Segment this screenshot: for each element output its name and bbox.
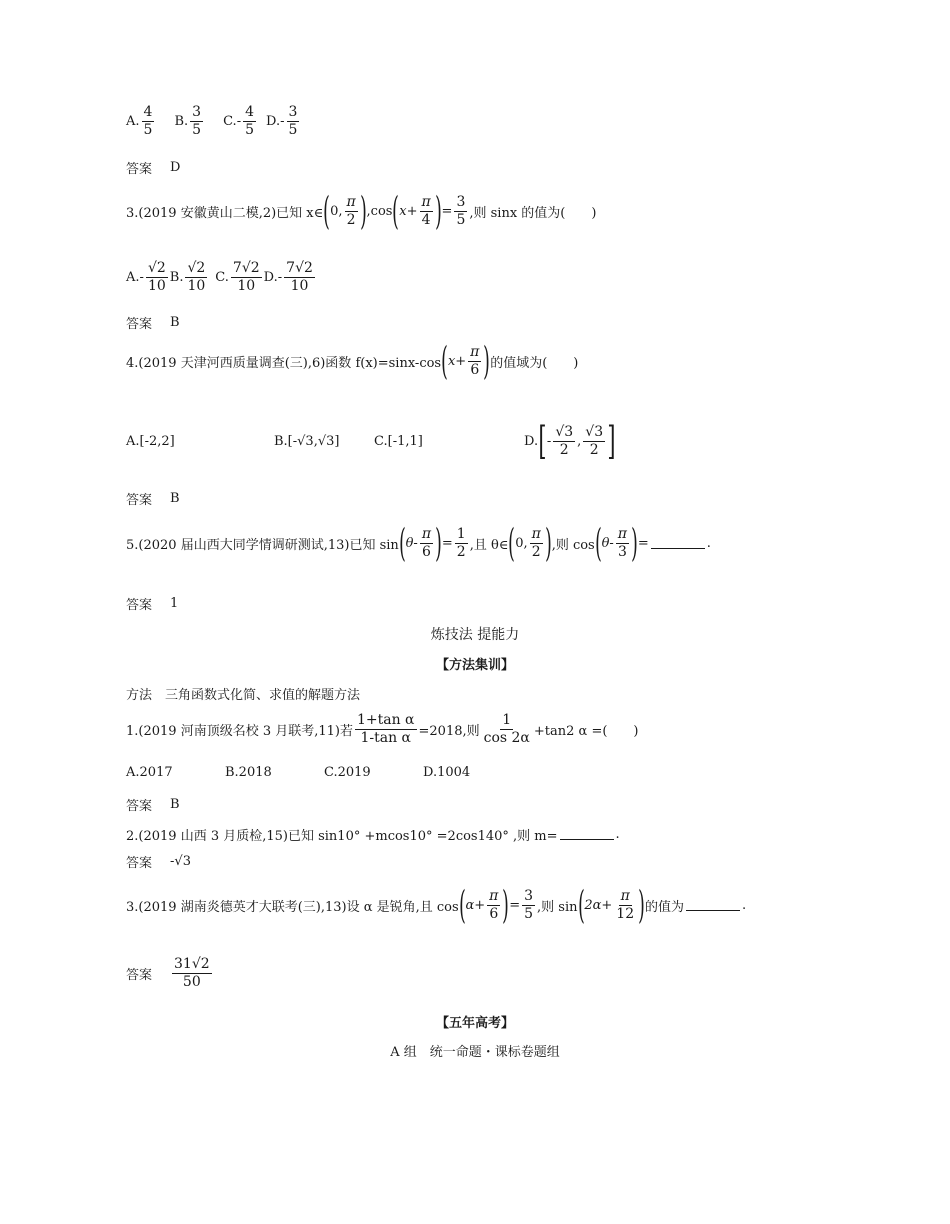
- q4-answer: 答案 B: [126, 491, 180, 508]
- q5-stem: 5.(2020 届山西大同学情调研测试,13)已知 sin ( θ- $\frac{\pi}{6}$ ) = $\frac{1}{2}$ ,且 θ∈ ( 0, $\frac{\pi}{2}$ ) ,则 cos ( θ- $\frac{\pi}{3}$ ) = .: [126, 521, 711, 565]
- group-heading: A 组 统一命题・课标卷题组: [390, 1045, 560, 1060]
- q4-option-b: B.[-√3,√3]: [274, 433, 340, 449]
- q2-option-b: B. $\frac{3}{5}$: [174, 104, 202, 138]
- m3-answer: 答案 $\frac{31√2}{50}$: [126, 956, 210, 990]
- q4-options: [126, 419, 616, 463]
- m1-stem: 1.(2019 河南顶级名校 3 月联考,11)若 $\frac{\text{1+tan α}}{\text{1-tan α}}$ =2018,则 $\frac{1}{\cos 2\alpha}$ +tan2 α =( ): [126, 712, 639, 746]
- method-heading: 方法 三角函数式化简、求值的解题方法: [126, 688, 361, 703]
- m2-stem: 2.(2019 山西 3 月质检,15)已知 sin10° +mcos10° =2cos140° ,则 m= .: [126, 827, 620, 844]
- q4-option-d: D. [ - $\frac{√3}{2}$ , $\frac{√3}{2}$ ]: [524, 419, 616, 463]
- q2-answer: 答案 D: [126, 160, 181, 177]
- q4-stem: 4.(2019 天津河西质量调查(三),6)函数 f(x)=sinx-cos ( x+ $\frac{\pi}{6}$ ) 的值域为( ): [126, 339, 579, 383]
- q5-answer: 答案 1: [126, 596, 179, 613]
- q2-option-c: C.- $\frac{4}{5}$: [223, 104, 255, 138]
- q3-options: A. - $\frac{√2}{10}$ B. $\frac{√2}{10}$ C. $\frac{7√2}{10}$ D. - $\frac{7√2}{10}$: [126, 260, 313, 294]
- m1-answer: 答案 B: [126, 797, 180, 814]
- m3-answer-blank: [686, 900, 740, 911]
- q4-option-a: A.[-2,2]: [126, 433, 175, 449]
- q5-answer-blank: [651, 538, 705, 549]
- q3-answer: 答案 B: [126, 315, 180, 332]
- section-title: 炼技法 提能力: [430, 627, 520, 643]
- q2-option-d: D.- $\frac{3}{5}$: [266, 104, 298, 138]
- q2-option-a: A. $\frac{4}{5}$: [126, 104, 153, 138]
- m2-answer: 答案 -√3: [126, 854, 191, 871]
- q4-option-c: C.[-1,1]: [374, 433, 423, 449]
- q2-options: [126, 104, 301, 139]
- m1-options: A.2017 B.2018 C.2019 D.1004: [126, 765, 471, 780]
- section-subtitle: 【方法集训】: [435, 658, 514, 673]
- m3-stem: 3.(2019 湖南炎德英才大联考(三),13)设 α 是锐角,且 cos ( α+ $\frac{\pi}{6}$ ) = $\frac{3}{5}$ ,则 sin ( 2α+ $\frac{\pi}{12}$ ) 的值为 .: [126, 883, 747, 927]
- five-year-title: 【五年高考】: [435, 1016, 514, 1031]
- q3-stem: 3.(2019 安徽黄山二模,2)已知 x∈ ( 0, $\frac{\pi}{2}$ ) , cos ( x+ $\frac{\pi}{4}$ ) = $\frac{3}{5}$ ,则 sinx 的值为( ): [126, 189, 597, 233]
- m2-answer-blank: [560, 829, 614, 840]
